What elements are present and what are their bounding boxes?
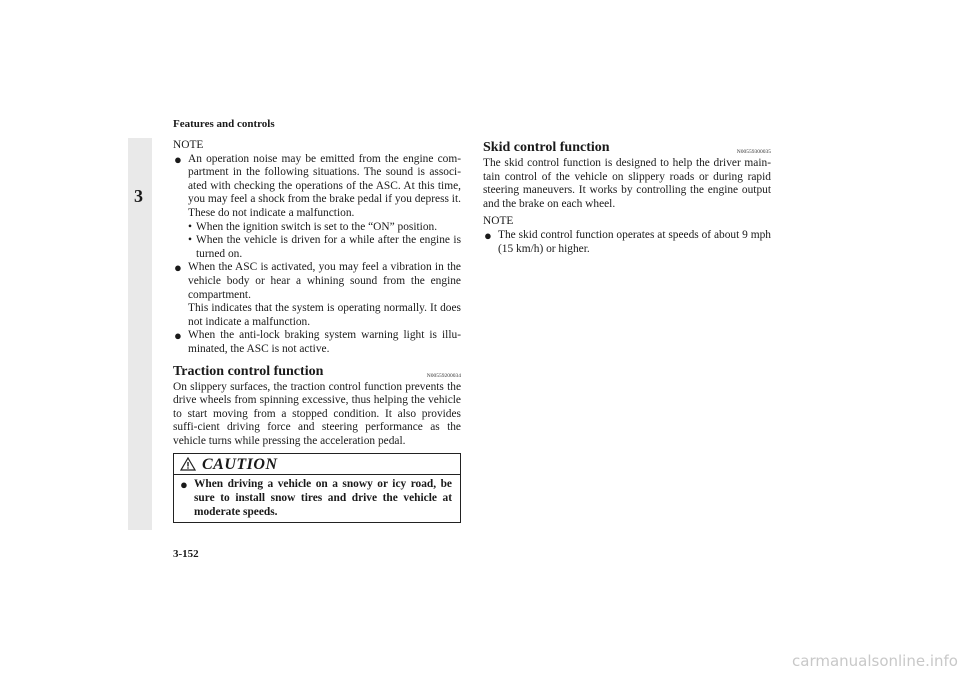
traction-body: On slippery surfaces, the traction control function prevents the drive wheels from spinning excessive, thus helping the vehicle to start moving from a stopped condition. It also provides suffi-cient driving force and steering performance as the vehicle turns while pressing the acceleration pedal. [173,380,461,447]
section-header: Features and controls [173,118,275,130]
note-bullet [173,261,461,329]
skid-body: The skid control function is designed to help the driver main-tain control of the vehicle on slippery roads or during rapid steering maneuvers. It works by controlling the engine output and the brake on each wheel. [483,157,771,210]
warning-triangle-icon [180,457,196,471]
bullet-icon: ● [174,328,182,344]
left-column [173,139,461,523]
chapter-number: 3 [134,186,143,206]
note-bullet-text: An operation noise may be emitted from the engine com-partment in the following situations. The sound is associ-ated with checking the operations of the ASC. At this time, you may feel a shock from the brake pedal if you depress it. These do not indicate a malfunction. [188,152,461,219]
sub-item [188,221,461,235]
skid-heading: Skid control function [483,140,610,155]
note-bullet-text: The skid control function operates at speeds of about 9 mph (15 km/h) or higher. [498,228,771,255]
note-bullet [173,329,461,356]
caution-text: When driving a vehicle on a snowy or icy road, be sure to install snow tires and drive the vehicle at moderate speeds. [194,478,452,518]
bullet-icon: ● [484,227,492,243]
watermark: carmanualsonline.info [792,652,958,670]
traction-heading-row [173,363,461,381]
note-label: NOTE [173,139,204,151]
sub-bullet-icon: • [188,220,192,233]
caution-title: CAUTION [202,455,278,473]
note-bullet-text: When the ASC is activated, you may feel a vibration in the vehicle body or hear a whining sound from the engine compartment. [188,261,461,301]
sub-bullet-icon: • [188,234,192,247]
bullet-icon: ● [180,477,188,493]
page-number: 3-152 [173,548,199,560]
note-bullet-text: This indicates that the system is operating normally. It does not indicate a malfunction. [188,302,461,328]
note-bullet [483,229,771,256]
bullet-icon: ● [174,260,182,276]
skid-code: N00559300035 [736,149,771,155]
traction-code: N00559200034 [426,372,461,379]
right-column [483,139,771,256]
sub-item-text: When the ignition switch is set to the “ON” position. [196,220,438,233]
traction-heading: Traction control function [173,363,324,379]
note-label: NOTE [483,215,514,228]
note-bullet-text: When the anti-lock braking system warning light is illu-minated, the ASC is not active. [188,329,461,355]
sub-item-text: When the vehicle is driven for a while after the engine is turned on. [196,234,461,260]
caution-header [174,454,460,475]
bullet-icon: ● [174,151,182,167]
skid-heading-row [483,139,771,157]
note-bullet [173,153,461,262]
sub-item [188,234,461,261]
caution-bullet [174,475,460,522]
caution-box [173,453,461,523]
